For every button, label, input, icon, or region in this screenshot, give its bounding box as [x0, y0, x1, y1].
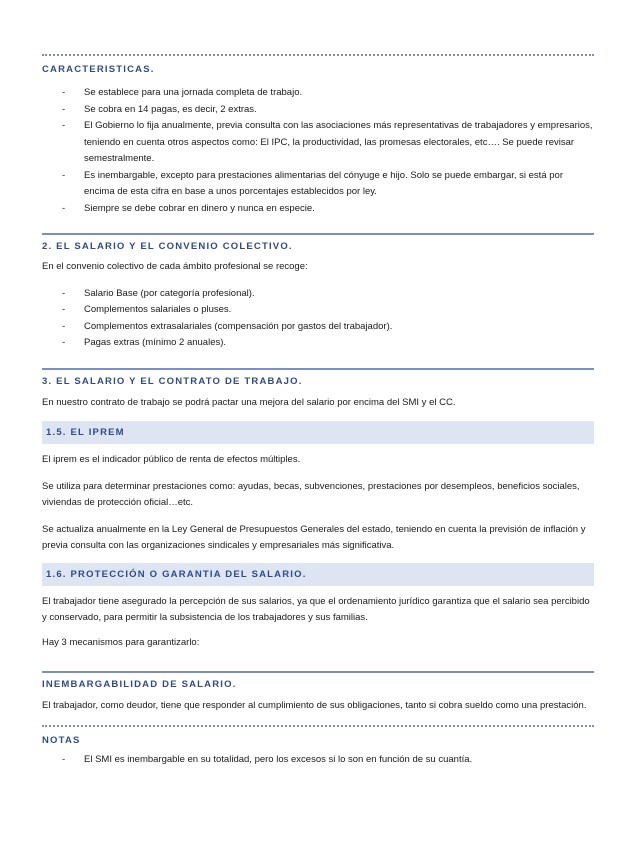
list-item: - El SMI es inembargable en su totalidad, pero los excesos si lo son en función de su cuantía.: [42, 752, 594, 769]
section-contrato: [42, 368, 594, 412]
list-item: - Complementos salariales o pluses.: [42, 302, 594, 319]
list-caracteristicas: [42, 85, 594, 217]
heading-band-iprem: [42, 421, 594, 444]
inembargabilidad-text: El trabajador, como deudor, tiene que responder al cumplimiento de sus obligaciones, tanto si cobra sueldo como una prestación.: [42, 700, 587, 711]
heading-caracteristicas: CARACTERISTICAS.: [42, 64, 155, 75]
list-item: - Pagas extras (mínimo 2 anuales).: [42, 335, 594, 352]
section-inembargabilidad: [42, 671, 594, 715]
list-convenio: [42, 286, 594, 352]
list-item: - Complementos extrasalariales (compensación por gastos del trabajador).: [42, 319, 594, 336]
list-item: - Salario Base (por categoría profesional).: [42, 286, 594, 303]
section-notas: [42, 725, 594, 769]
contrato-text: En nuestro contrato de trabajo se podrá pactar una mejora del salario por encima del SMI y el CC.: [42, 396, 456, 408]
heading-convenio: 2. EL SALARIO Y EL CONVENIO COLECTIVO.: [42, 241, 293, 252]
heading-iprem: 1.5. EL IPREM: [46, 427, 125, 438]
list-item: - Siempre se debe cobrar en dinero y nunca en especie.: [42, 201, 594, 218]
heading-inembargabilidad: INEMBARGABILIDAD DE SALARIO.: [42, 679, 237, 690]
convenio-intro: En el convenio colectivo de cada ámbito profesional se recoge:: [42, 261, 308, 272]
document-page: [42, 54, 594, 768]
list-item: - Es inembargable, excepto para prestaciones alimentarias del cónyuge e hijo. Solo se puede embargar, si está por encima de esta cifra en base a unos porcentajes establecidos por ley.: [42, 168, 594, 201]
section-caracteristicas: [42, 54, 594, 217]
section-iprem: [42, 421, 594, 555]
list-item: - El Gobierno lo fija anualmente, previa consulta con las asociaciones más representativas de trabajadores y empresarios, teniendo en cuenta otros aspectos como: El IPC, la productividad, las promesas electorales, etc…. Se puede revisar semestralmente.: [42, 118, 594, 168]
list-notas: [42, 752, 594, 769]
heading-band-proteccion: [42, 563, 594, 586]
iprem-p3: Se actualiza anualmente en la Ley General de Presupuestos Generales del estado, teniendo en cuenta la previsión de inflación y previa consulta con las organizaciones sindicales y empresariales más significativa.: [42, 523, 586, 551]
proteccion-p2: Hay 3 mecanismos para garantizarlo:: [42, 636, 200, 648]
iprem-p1: El iprem es el indicador público de renta de efectos múltiples.: [42, 454, 301, 465]
proteccion-p1: El trabajador tiene asegurado la percepción de sus salarios, ya que el ordenamiento jurídico garantiza que el salario sea percibido y conservado, para permitir la subsistencia de los trabajadores y sus familias.: [42, 595, 590, 623]
section-proteccion: [42, 563, 594, 652]
iprem-p2: Se utiliza para determinar prestaciones como: ayudas, becas, subvenciones, prestaciones por desempleos, beneficios sociales, viviendas de protección oficial…etc.: [42, 480, 580, 508]
heading-contrato: 3. EL SALARIO Y EL CONTRATO DE TRABAJO.: [42, 375, 303, 387]
heading-notas: NOTAS: [42, 734, 81, 746]
list-item: - Se cobra en 14 pagas, es decir, 2 extras.: [42, 102, 594, 119]
section-convenio: [42, 233, 594, 352]
heading-proteccion: 1.6. PROTECCIÓN O GARANTIA DEL SALARIO.: [46, 568, 307, 580]
list-item: - Se establece para una jornada completa de trabajo.: [42, 85, 594, 102]
